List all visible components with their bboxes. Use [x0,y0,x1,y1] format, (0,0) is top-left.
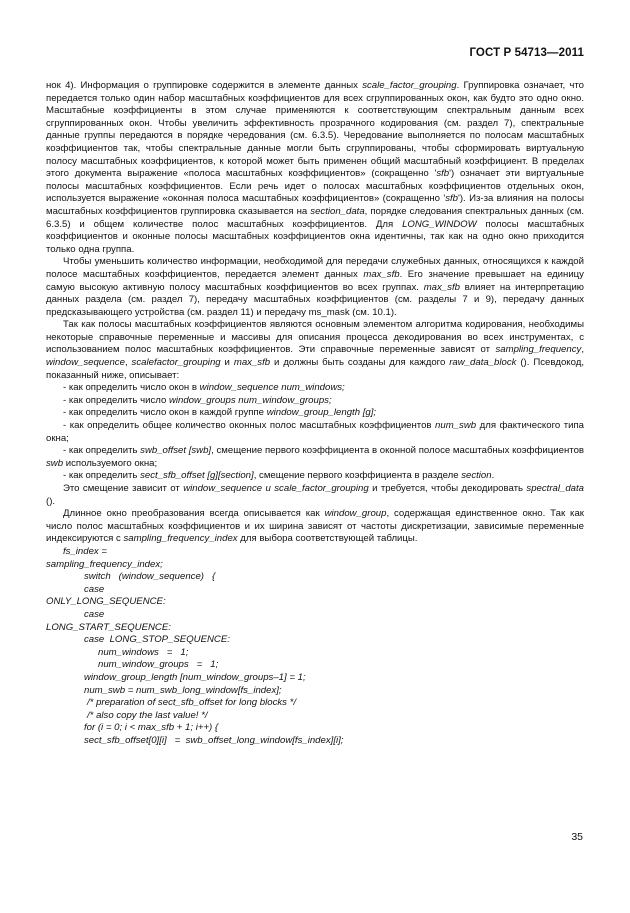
italic-term: sfb [445,193,459,205]
paragraph [46,382,584,395]
code-line: fs_index = [63,545,108,557]
paragraph [46,407,584,420]
text-run: , порядке следования спектральных данных (см. 6.3.5) и общем количестве полос масштабных коэффициентов. Для [46,205,584,230]
italic-term: window_group [324,508,387,520]
italic-term: window_groups num_window_groups; [168,394,332,406]
code-line: LONG_START_SEQUENCE: [46,621,171,633]
italic-term: scale_factor_grouping [362,80,457,91]
text-run: . Его значение превышает на единицу самую высокую активную полосу масштабных коэффициентов во всех группах. [46,268,584,293]
text-run: и требуется, чтобы декодировать [368,483,527,494]
document-body [46,80,584,747]
code-line: case [84,583,105,595]
italic-term: sampling_frequency [495,344,582,356]
paragraph [46,445,584,470]
italic-term: window_sequence num_windows; [199,382,345,394]
text-run: - как определить [63,470,141,482]
paragraph [46,395,584,408]
paragraph [46,508,584,546]
text-run: - как определить число окон в [63,382,200,394]
paragraph [46,470,584,483]
italic-term: window_sequence [46,357,125,369]
text-run: полосы масштабных коэффициентов и оконные полосы масштабных коэффициентов окна идентичны, так как на одно окно приходится только одна группа. [46,218,585,255]
text-run: . [491,470,495,482]
text-run: и должны быть созданы для каждого [270,357,450,369]
text-run: Так как полосы масштабных коэффициентов являются основным элементом алгоритма кодирования, необходимы некоторые справочные переменные и массивы для описания процесса декодирования во всех инструментах, с использованием полос масштабных коэффициентов. Эти справочные переменные зависят от [46,319,584,356]
italic-term: swb_offset [swb] [140,445,212,457]
italic-term: section [461,470,492,482]
text-run: , [124,357,132,369]
italic-term: raw_data_block [449,357,517,369]
page-number: 35 [571,831,583,843]
text-run: Это смещение зависит от [63,483,184,494]
paragraph [46,319,584,382]
code-line: for (i = 0; i < max_sfb + 1; i++) { [84,722,219,734]
code-line: switch (window_sequence) { [84,571,216,583]
italic-term: num_swb [435,420,477,432]
text-run: Чтобы уменьшить количество информации, необходимой для передачи служебных данных, относящихся к каждой полосе масштабных коэффициентов, передается элемент данных [46,256,584,280]
text-run: Длинное окно преобразования всегда описывается как [63,508,325,520]
italic-term: scalefactor_grouping [131,357,221,369]
text-run: (). [46,495,56,507]
italic-term: sect_sfb_offset [g][section] [140,470,254,482]
text-run: , [581,344,584,356]
pseudocode-block [46,546,584,748]
text-run: - как определить общее количество оконных полос масштабных коэффициентов [63,420,436,432]
italic-term: max_sfb [233,357,271,369]
code-line: sampling_frequency_index; [46,558,163,570]
italic-term: max_sfb [423,281,460,293]
text-run: для фактического типа окна; [46,420,584,444]
code-line: num_window_groups = 1; [98,659,219,671]
text-run: - как определить число [63,394,169,406]
text-run: влияет на интерпретацию данных раздела (см. раздел 7), передачу масштабных коэффициентов (см. разделы 7 и 9), передачу данных предсказывающего устройства (см. раздел 11) и передачу ms_mask (см. 10.1). [46,281,584,318]
text-run: - как определить число окон в каждой группе [63,407,267,419]
italic-term: LONG_WINDOW [402,218,477,230]
code-line: /* preparation of sect_sfb_offset for long blocks */ [87,697,297,709]
text-run: используемого окна; [63,457,158,469]
paragraph [46,483,584,508]
text-run: и [220,357,234,369]
code-line: sect_sfb_offset[0][i] = swb_offset_long_window[fs_index][i]; [84,734,344,746]
text-run: (). Псевдокод, показанный ниже, описывает: [46,357,584,381]
code-line: /* also copy the last value! */ [87,709,208,721]
text-run: . Группировка означает, что передается только один набор масштабных коэффициентов для всех сгруппированных окон, как будто это одно окно. Масштабные коэффициенты в этом случае применяются к соответствующим спектральным данным всех сгруппированных окон. Чтобы увеличить эффективность прозрачного кодирования (см. раздел 7), спектральные данные группы передаются в порядке чередования (см. 6.3.5). Чередование выполняется по полосам масштабных коэффициентов так, чтобы спектральные данные могли быть сгруппированы, чтобы сформировать виртуальную полосу масштабных коэффициентов, к которой может быть применен общий масштабный коэффициент. В пределах этого документа выражение «полоса масштабных коэффициентов» (сокращенно ' [46,80,584,180]
text-run: для выбора соответствующей таблицы. [237,533,418,545]
italic-term: max_sfb [363,268,400,280]
code-line: num_windows = 1; [98,646,189,658]
code-line: ONLY_LONG_SEQUENCE: [46,596,166,608]
text-run: - как определить [63,445,141,457]
code-line: window_group_length [num_window_groups–1] = 1; [84,671,306,683]
standard-code: ГОСТ Р 54713—2011 [469,47,584,59]
italic-term: sampling_frequency_index [123,533,238,545]
text-run: , смещение первого коэффициента в оконной полосе масштабных коэффициентов [211,445,584,457]
code-line: case [84,608,105,620]
italic-term: window_group_length [g]; [266,407,377,419]
italic-term: swb [46,457,64,469]
text-run: ') означает эти виртуальные полосы масштабных коэффициентов. Если речь идет о полосах масштабных коэффициентов отдельных окон, используется выражение «оконная полоса масштабных коэффициентов» (сокращенно ' [46,168,584,205]
paragraph [46,256,584,319]
text-run: , смещение первого коэффициента в разделе [253,470,462,482]
body-text [46,80,584,546]
text-run: '). Из-за влияния на полосы масштабных коэффициентов группировка сказывается на [46,193,584,217]
italic-term: spectral_data [526,483,585,494]
document-header [469,47,584,59]
italic-term: sfb [436,168,450,180]
italic-term: window_sequence u scale_factor_grouping [183,483,369,494]
italic-term: section_data [310,205,365,217]
paragraph [46,420,584,445]
text-run: нок 4). Информация о группировке содержится в элементе данных [46,80,363,91]
code-line: case LONG_STOP_SEQUENCE: [84,634,230,646]
paragraph [46,80,584,256]
text-run: , содержащая единственное окно. Так как число полос масштабных коэффициентов и их ширина зависят от частоты дискретизации, зависимые переменные индексируются с [46,508,584,545]
code-line: num_swb = num_swb_long_window[fs_index]; [84,684,282,696]
